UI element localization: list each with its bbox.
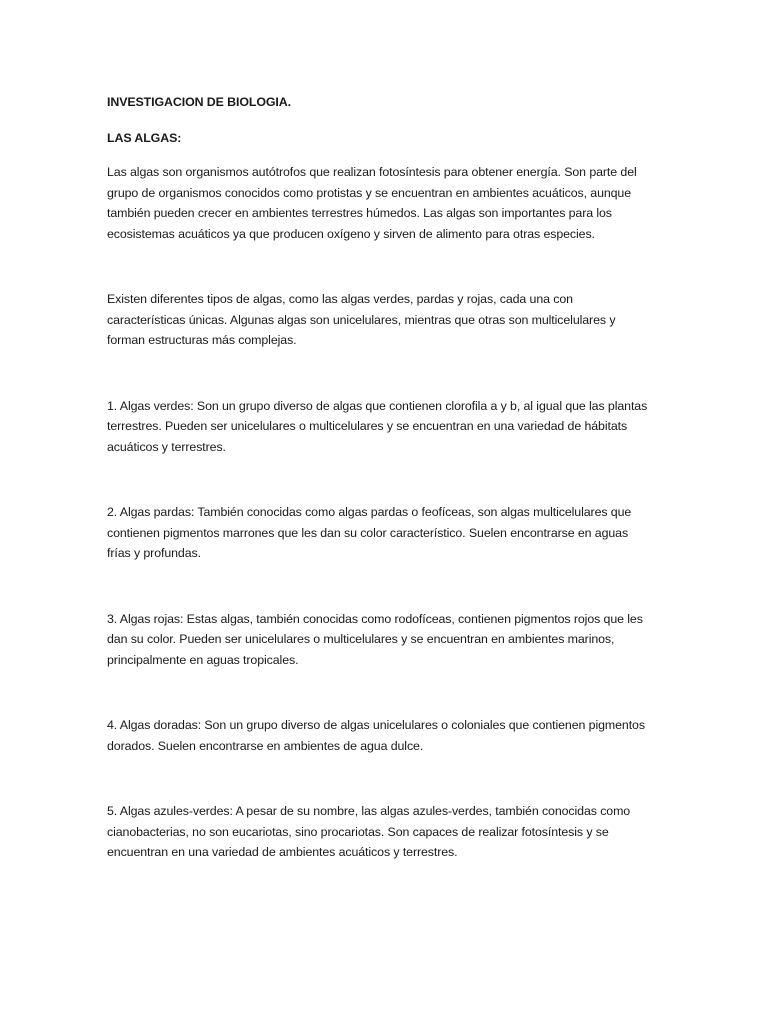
document-title: INVESTIGACION DE BIOLOGIA. <box>107 95 291 109</box>
section-heading: LAS ALGAS: <box>107 130 182 145</box>
paragraph-spacer <box>107 564 667 609</box>
paragraph-spacer <box>107 670 667 715</box>
red-algae-paragraph: 3. Algas rojas: Estas algas, también conocidas como rodofíceas, contienen pigmentos rojos que les dan su color. Pueden ser unicelulares o multicelulares y se encuentran en ambientes marinos, principalmente en aguas tropicales. <box>107 611 643 667</box>
brown-algae-paragraph: 2. Algas pardas: También conocidas como algas pardas o feofíceas, son algas multicelulares que contienen pigmentos marrones que les dan su color característico. Suelen encontrarse en aguas frías y profundas. <box>107 505 632 560</box>
paragraph-spacer <box>107 457 667 502</box>
paragraph-spacer <box>107 351 667 396</box>
paragraph-spacer <box>107 244 667 289</box>
types-paragraph: Existen diferentes tipos de algas, como las algas verdes, pardas y rojas, cada una con características únicas. Algunas algas son unicelulares, mientras que otras son multicelulares y forman estructuras más complejas. <box>107 292 616 347</box>
document-page <box>107 92 667 863</box>
paragraph-spacer <box>107 756 667 801</box>
blue-green-algae-paragraph: 5. Algas azules-verdes: A pesar de su nombre, las algas azules-verdes, también conocidas como cianobacterias, no son eucariotas, sino procariotas. Son capaces de realizar fotosíntesis y se encuentran en una variedad de ambientes acuáticos y terrestres. <box>107 804 631 859</box>
golden-algae-paragraph: 4. Algas doradas: Son un grupo diverso de algas unicelulares o coloniales que contienen pigmentos dorados. Suelen encontrarse en ambientes de agua dulce. <box>107 718 645 753</box>
green-algae-paragraph: 1. Algas verdes: Son un grupo diverso de algas que contienen clorofila a y b, al igual que las plantas terrestres. Pueden ser unicelulares o multicelulares y se encuentran en una variedad de hábitats acuáticos y terrestres. <box>107 398 648 454</box>
intro-paragraph: Las algas son organismos autótrofos que realizan fotosíntesis para obtener energía. Son parte del grupo de organismos conocidos como protistas y se encuentran en ambientes acuáticos, aunque también pueden crecer en ambientes terrestres húmedos. Las algas son importantes para los ecosistemas acuáticos ya que producen oxígeno y sirven de alimento para otras especies. <box>107 165 637 241</box>
